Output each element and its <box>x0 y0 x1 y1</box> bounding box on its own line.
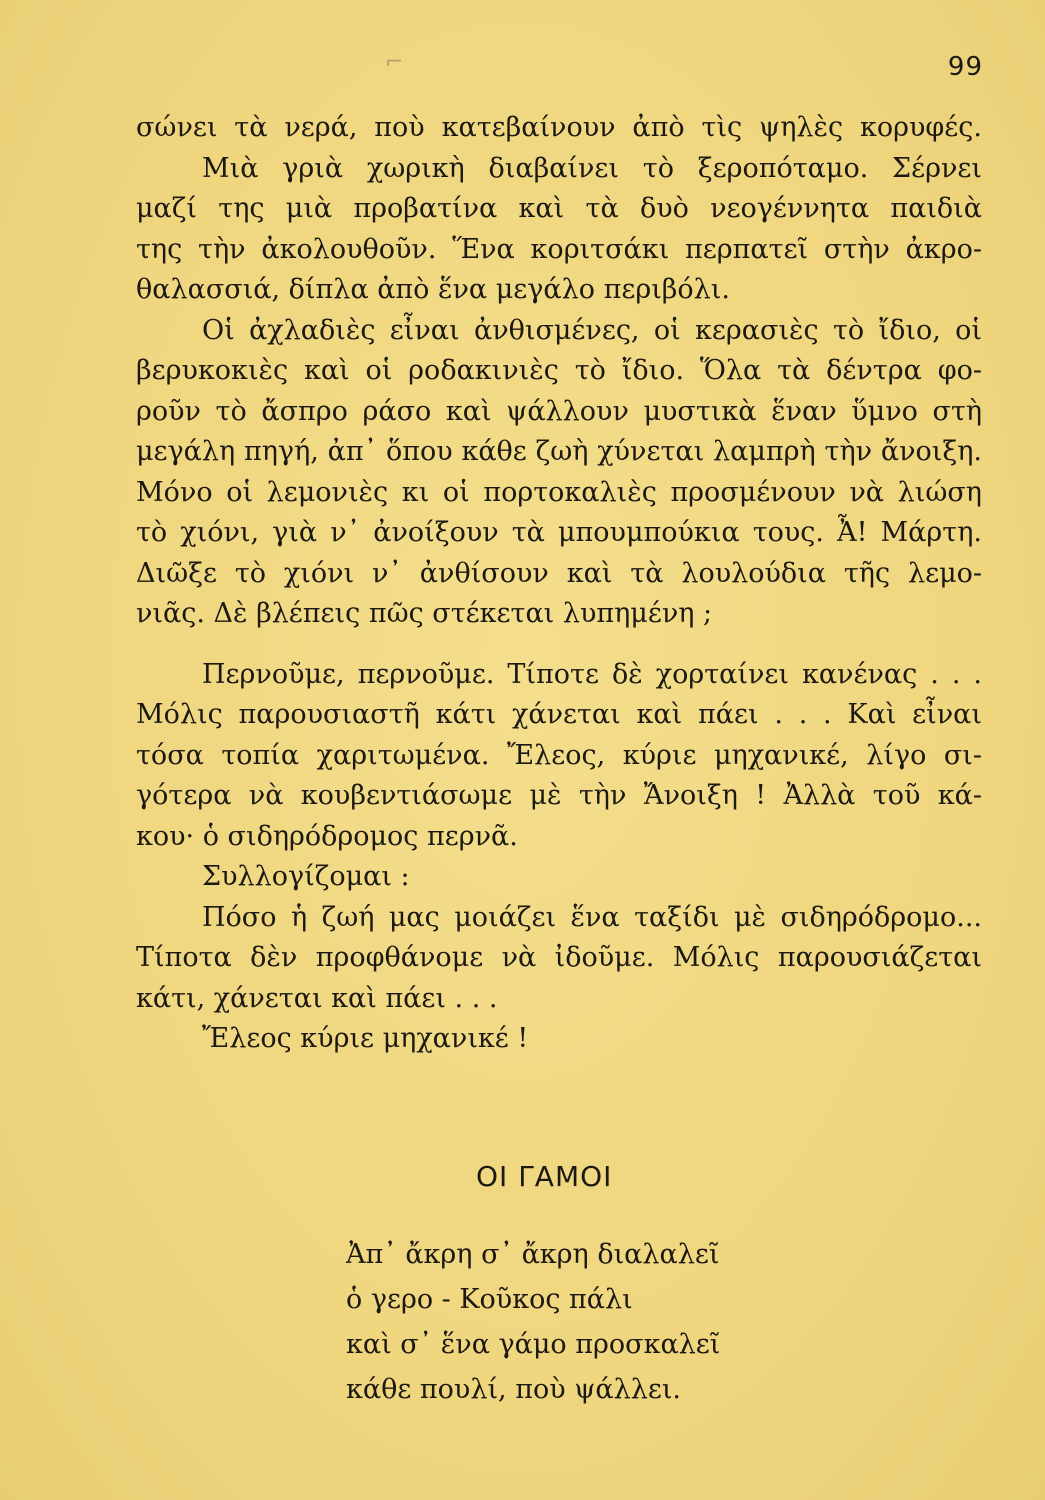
text-line: κου· ὁ σιδηρόδρομος περνᾶ. <box>136 820 518 852</box>
text-line: Πόσο ἡ ζωή μας μοιάζει ἕνα ταξίδι μὲ σιδηρόδρομο... <box>202 901 982 933</box>
text-line: γότερα νὰ κουβεντιάσωμε μὲ τὴν Ἄνοιξη ! Ἀλλὰ τοῦ κά- <box>136 780 982 811</box>
text-line: Συλλογίζομαι : <box>202 861 410 892</box>
paragraph <box>136 1019 982 1060</box>
text-line: Μόλις παρουσιαστῆ κάτι χάνεται καὶ πάει . . . Καὶ εἶναι <box>136 699 982 730</box>
text-line: Περνοῦμε, περνοῦμε. Τίποτε δὲ χορταίνει κανένας . . . <box>202 658 982 690</box>
text-line: σώνει τὰ νερά, ποὺ κατεβαίνουν ἀπὸ τὶς ψηλὲς κορυφές. <box>136 112 982 143</box>
paragraph <box>136 311 982 635</box>
text-line: Τίποτα δὲν προφθάνομε νὰ ἰδοῦμε. Μόλις παρουσιάζεται <box>136 942 982 973</box>
text-line: μαζί της μιὰ προβατίνα καὶ τὰ δυὸ νεογέννητα παιδιὰ <box>136 193 982 224</box>
text-line: τόσα τοπία χαριτωμένα. Ἔλεος, κύριε μηχανικέ, λίγο σι- <box>136 739 982 771</box>
page-number: 99 <box>947 52 983 82</box>
ink-smudge-icon: ⌐ <box>385 50 404 75</box>
poem-line: καὶ σ᾽ ἕνα γάμο προσκαλεῖ <box>346 1329 721 1360</box>
text-line: νιᾶς. Δὲ βλέπεις πῶς στέκεται λυπημένη ; <box>136 598 713 629</box>
paragraph <box>136 655 982 858</box>
text-line: Μόνο οἱ λεμονιὲς κι οἱ πορτοκαλιὲς προσμένουν νὰ λιώση <box>136 476 982 508</box>
section-heading: ΟΙ ΓΑΜΟΙ <box>476 1160 613 1193</box>
text-line: μεγάλη πηγή, ἀπ᾽ ὅπου κάθε ζωὴ χύνεται λαμπρὴ τὴν ἄνοιξη. <box>136 436 982 467</box>
paragraph <box>136 108 982 311</box>
text-line: Μιὰ γριὰ χωρικὴ διαβαίνει τὸ ξεροπόταμο. Σέρνει <box>202 152 982 184</box>
text-line: κάτι, χάνεται καὶ πάει . . . <box>136 982 498 1014</box>
poem-line: κάθε πουλί, ποὺ ψάλλει. <box>346 1374 681 1405</box>
text-line: Οἱ ἀχλαδιὲς εἶναι ἀνθισμένες, οἱ κερασιὲς τὸ ἴδιο, οἱ <box>202 314 982 346</box>
paragraph-gap <box>136 635 982 655</box>
text-line: Διῶξε τὸ χιόνι ν᾽ ἀνθίσουν καὶ τὰ λουλούδια τῆς λεμο- <box>136 557 982 589</box>
text-line: τὸ χιόνι, γιὰ ν᾽ ἀνοίξουν τὰ μπουμπούκια τους. Ἆ! Μάρτη. <box>136 517 982 548</box>
poem-stanza <box>346 1232 720 1412</box>
paragraph <box>136 857 982 898</box>
text-line: βερυκοκιὲς καὶ οἱ ροδακινιὲς τὸ ἴδιο. Ὅλα τὰ δέντρα φο- <box>136 355 982 386</box>
text-line: της τὴν ἀκολουθοῦν. Ἕνα κοριτσάκι περπατεῖ στὴν ἀκρο- <box>136 233 982 265</box>
poem-line: ὁ γερο - Κοῦκος πάλι <box>346 1284 633 1315</box>
text-line: Ἔλεος κύριε μηχανικέ ! <box>202 1023 529 1054</box>
paragraph <box>136 898 982 1020</box>
poem-line: Ἀπ᾽ ἄκρη σ᾽ ἄκρη διαλαλεῖ <box>346 1239 720 1270</box>
text-line: θαλασσιά, δίπλα ἀπὸ ἕνα μεγάλο περιβόλι. <box>136 274 730 305</box>
prose-body <box>136 108 982 1060</box>
text-line: ροῦν τὸ ἄσπρο ράσο καὶ ψάλλουν μυστικὰ ἕναν ὕμνο στὴ <box>136 395 982 427</box>
